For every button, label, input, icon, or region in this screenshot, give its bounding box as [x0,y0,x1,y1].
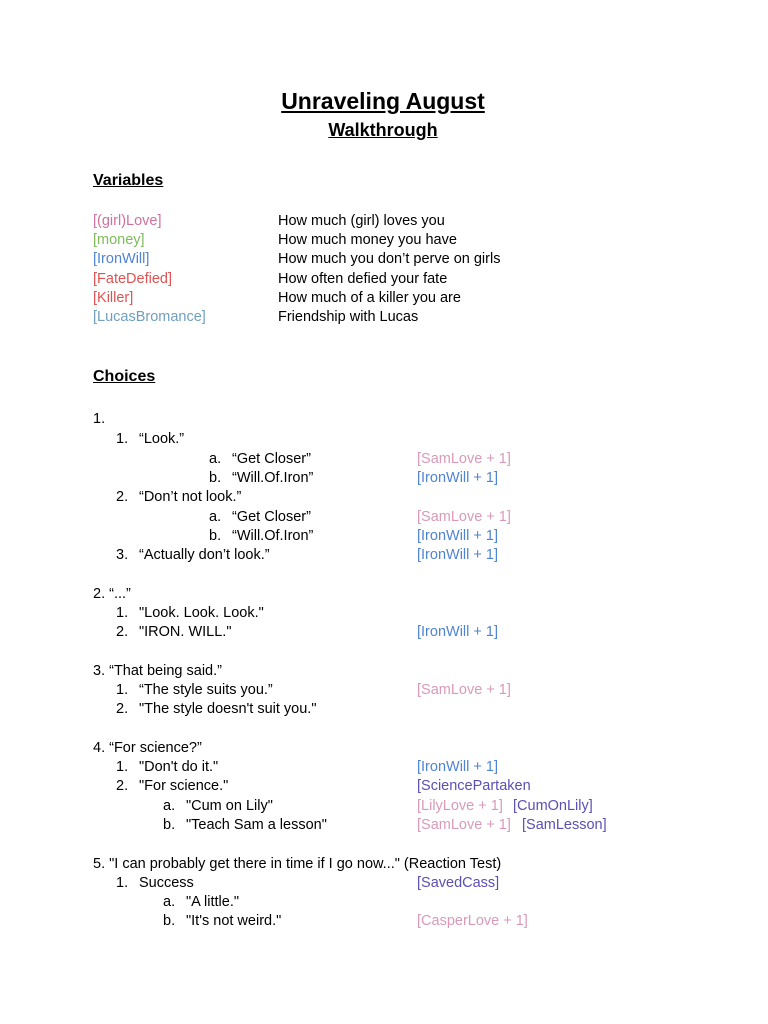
variable-description: How much you don’t perve on girls [278,251,501,267]
choice-item [0,508,768,527]
document-title: Unraveling August [281,88,485,114]
list-marker: a. [209,451,222,467]
variable-name: [Killer] [93,290,134,306]
choice-text: "IRON. WILL." [139,624,232,640]
choice-effect: [CumOnLily] [513,798,593,814]
choice-item [0,739,768,758]
variable-name: [IronWill] [93,251,150,267]
choice-item [0,700,768,719]
choice-effect: [IronWill + 1] [417,624,498,640]
choice-effect: [IronWill + 1] [417,759,498,775]
choice-item [0,758,768,777]
variable-row [0,270,768,289]
choice-item [0,450,768,469]
list-marker: a. [163,894,176,910]
choice-text: Success [139,875,194,891]
choice-effect: [SamLove + 1] [417,451,511,467]
list-marker: a. [209,509,222,525]
list-marker: 1. [93,411,106,427]
choice-item [0,816,768,835]
list-marker: b. [163,817,176,833]
variable-name: [LucasBromance] [93,309,206,325]
variable-row [0,231,768,250]
choice-text: "It's not weird." [186,913,282,929]
list-marker: 3. [116,547,129,563]
list-marker: 2. [116,778,129,794]
choice-text: “Look.” [139,431,185,447]
list-marker: 1. [116,682,129,698]
choice-item [0,855,768,874]
choice-text: "Don't do it." [139,759,219,775]
list-marker: 2. [116,701,129,717]
variable-row [0,308,768,327]
choice-item [0,469,768,488]
choice-effect: [SamLove + 1] [417,817,511,833]
choice-effect: [SciencePartaken [417,778,531,794]
choice-text: 5. "I can probably get there in time if I go now..." (Reaction Test) [93,856,502,872]
choice-item [0,874,768,893]
list-marker: 2. [116,624,129,640]
list-marker: 2. [116,489,129,505]
list-marker: b. [163,913,176,929]
choice-effect: [SamLove + 1] [417,509,511,525]
list-marker: 1. [116,875,129,891]
choice-item [0,912,768,931]
choice-text: "A little." [186,894,240,910]
choice-text: "Cum on Lily" [186,798,273,814]
choice-text: “Actually don’t look.” [139,547,270,563]
variable-description: How much (girl) loves you [278,213,445,229]
choice-item [0,681,768,700]
choice-effect: [LilyLove + 1] [417,798,503,814]
choice-item [0,430,768,449]
choice-text: "The style doesn't suit you." [139,701,317,717]
choice-effect: [IronWill + 1] [417,470,498,486]
document-subtitle: Walkthrough [328,120,438,140]
choice-item [0,797,768,816]
choice-text: “Will.Of.Iron” [232,470,314,486]
choice-text: “The style suits you.” [139,682,273,698]
list-marker: 1. [116,759,129,775]
choice-text: 3. “That being said.” [93,663,222,679]
variable-description: How much money you have [278,232,457,248]
variable-name: [money] [93,232,145,248]
list-marker: b. [209,470,222,486]
choice-item [0,546,768,565]
choice-item [0,777,768,796]
list-marker: 1. [116,431,129,447]
choice-effect: [CasperLove + 1] [417,913,528,929]
choice-text: “Get Closer” [232,451,311,467]
choice-effect: [SamLove + 1] [417,682,511,698]
variable-description: How often defied your fate [278,271,448,287]
variable-name: [(girl)Love] [93,213,162,229]
choice-effect: [IronWill + 1] [417,528,498,544]
variable-row [0,250,768,269]
choice-text: “Will.Of.Iron” [232,528,314,544]
choice-item [0,488,768,507]
choice-text: "Teach Sam a lesson" [186,817,327,833]
choice-text: 4. “For science?” [93,740,202,756]
choice-text: 2. “...” [93,586,131,602]
list-marker: 1. [116,605,129,621]
variable-name: [FateDefied] [93,271,172,287]
list-marker: b. [209,528,222,544]
choice-text: “Don’t not look.” [139,489,242,505]
choice-effect: [SamLesson] [522,817,607,833]
choice-item [0,604,768,623]
choice-item [0,893,768,912]
choices-heading: Choices [93,368,156,385]
variable-row [0,289,768,308]
choice-item [0,410,768,429]
choice-text: "For science." [139,778,229,794]
choice-item [0,585,768,604]
variable-description: How much of a killer you are [278,290,461,306]
variable-row [0,212,768,231]
choice-text: "Look. Look. Look." [139,605,264,621]
choice-item [0,527,768,546]
choice-effect: [IronWill + 1] [417,547,498,563]
choice-item [0,662,768,681]
list-marker: a. [163,798,176,814]
choice-text: “Get Closer” [232,509,311,525]
variables-heading: Variables [93,172,164,189]
choice-effect: [SavedCass] [417,875,500,891]
choice-item [0,623,768,642]
variable-description: Friendship with Lucas [278,309,419,325]
